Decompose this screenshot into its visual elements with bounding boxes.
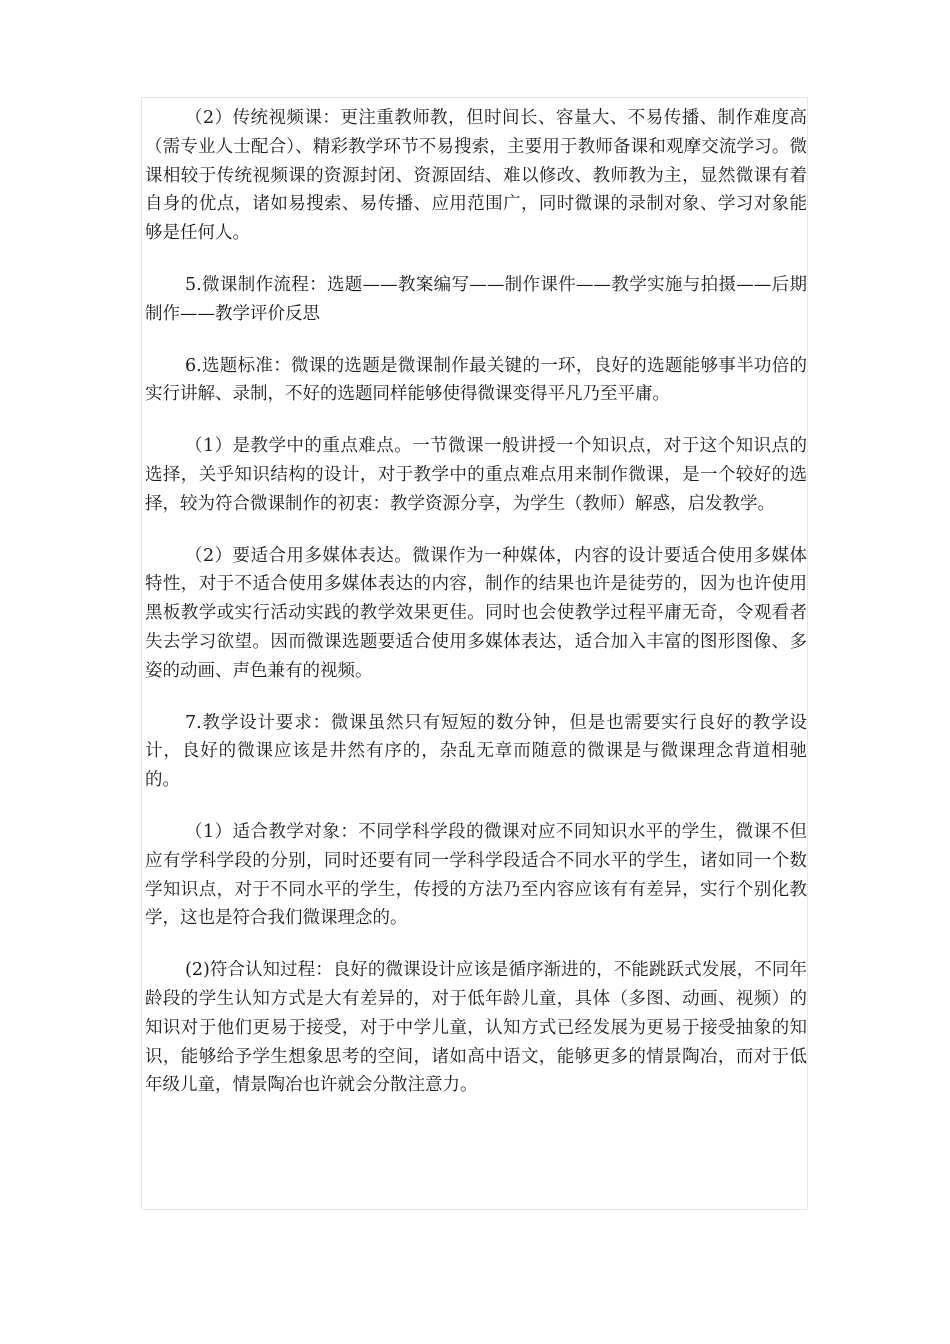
paragraph-topic-criteria: 6.选题标准：微课的选题是微课制作最关键的一环，良好的选题能够事半功倍的实行讲解、录制，不好的选题同样能够使得微课变得平凡乃至平庸。: [145, 355, 807, 405]
paragraph-suit-learners: （1）适合教学对象：不同学科学段的微课对应不同知识水平的学生，微课不但应有学科学段的分别，同时还要有同一学科学段适合不同水平的学生，诸如同一个数学知识点，对于不同水平的学生，传授的方法乃至内容应该有有差异，实行个别化教学，这也是符合我们微课理念的。: [145, 821, 807, 929]
paragraph-multimedia-expression: （2）要适合用多媒体表达。微课作为一种媒体，内容的设计要适合使用多媒体特性，对于不适合使用多媒体表达的内容，制作的结果也许是徒劳的，因为也许使用黑板教学或实行活动实践的教学效果更佳。同时也会使教学过程平庸无奇，令观看者失去学习欲望。因而微课选题要适合使用多媒体表达，适合加入丰富的图形图像、多姿的动画、声色兼有的视频。: [145, 545, 807, 681]
document-body: [145, 104, 807, 1123]
paragraph-cognitive-process: (2)符合认知过程：良好的微课设计应该是循序渐进的，不能跳跃式发展，不同年龄段的学生认知方式是大有差异的，对于低年龄儿童，具体（多图、动画、视频）的知识对于他们更易于接受，对于中学儿童，认知方式已经发展为更易于接受抽象的知识，能够给予学生想象思考的空间，诸如高中语文，能够更多的情景陶冶，而对于低年级儿童，情景陶冶也许就会分散注意力。: [145, 960, 807, 1096]
paragraph-traditional-video-class: （2）传统视频课：更注重教师教，但时间长、容量大、不易传播、制作难度高（需专业人士配合）、精彩教学环节不易搜索，主要用于教师备课和观摩交流学习。微课相较于传统视频课的资源封闭、资源固结、难以修改、教师教为主，显然微课有着自身的优点，诸如易搜索、易传播、应用范围广，同时微课的录制对象、学习对象能够是任何人。: [145, 108, 807, 244]
paragraph-production-process: 5.微课制作流程：选题——教案编写——制作课件——教学实施与拍摄——后期制作——教学评价反思: [145, 274, 807, 324]
paragraph-design-requirements: 7.教学设计要求：微课虽然只有短短的数分钟，但是也需要实行良好的教学设计，良好的微课应该是井然有序的，杂乱无章而随意的微课是与微课理念背道相驰的。: [145, 712, 807, 791]
paragraph-key-difficult-points: （1）是教学中的重点难点。一节微课一般讲授一个知识点，对于这个知识点的选择，关乎知识结构的设计，对于教学中的重点难点用来制作微课，是一个较好的选择，较为符合微课制作的初衷：教学资源分享，为学生（教师）解惑，启发教学。: [145, 436, 807, 514]
